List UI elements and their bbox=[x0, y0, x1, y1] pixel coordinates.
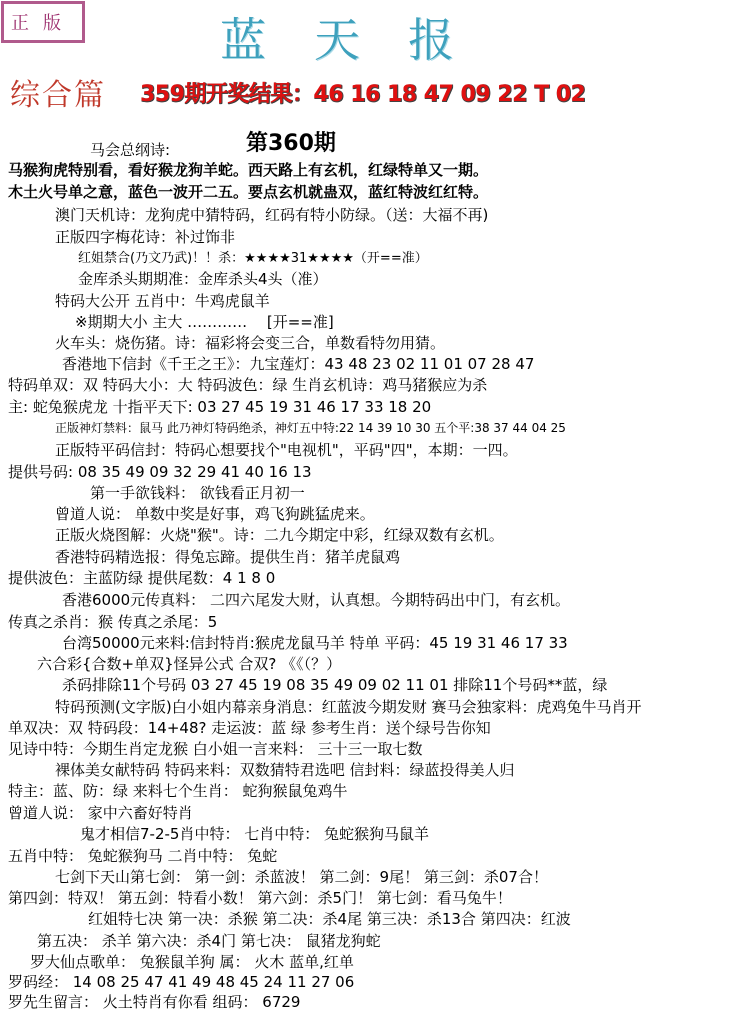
text-line: 五肖中特： 兔蛇猴狗马 二肖中特： 兔蛇 bbox=[8, 847, 278, 865]
text-line: 第四剑：特双！ 第五剑：特看小数！ 第六剑：杀5门！ 第七剑：看马兔牛！ bbox=[8, 889, 512, 907]
text-line: 单双决：双 特码段：14+48? 走运波：蓝 绿 参考生肖：送个绿号告你知 bbox=[8, 719, 491, 737]
paper-title: 蓝天报 bbox=[220, 13, 502, 67]
text-line: 马猴狗虎特别看，看好猴龙狗羊蛇。西天路上有玄机，红绿特单又一期。 bbox=[8, 161, 489, 179]
text-line: 提供号码: 08 35 49 09 32 29 41 40 16 13 bbox=[8, 463, 312, 481]
text-line: 金库杀头期期准：金库杀头4头（准） bbox=[78, 270, 328, 288]
text-line: 提供波色：主蓝防绿 提供尾数：4 1 8 0 bbox=[8, 569, 276, 587]
text-line: 红姐禁合(乃文乃武)！！杀：★★★★31★★★★（开==准） bbox=[78, 251, 428, 266]
draw-result-banner: 359期开奖结果：46 16 18 47 09 22 T 02 bbox=[140, 82, 586, 107]
text-line: 红姐特七决 第一决：杀猴 第二决：杀4尾 第三决：杀13合 第四决：红波 bbox=[88, 910, 571, 928]
text-line: 主: 蛇兔猴虎龙 十指平天下: 03 27 45 19 31 46 17 33 18 20 bbox=[8, 398, 432, 416]
text-line: 澳门天机诗：龙狗虎中猜特码，红码有特小防绿。（送：大福不再) bbox=[55, 206, 489, 224]
text-line: 第一手欲钱料： 欲钱看正月初一 bbox=[90, 484, 305, 502]
text-line: 马会总纲诗: bbox=[90, 141, 171, 159]
text-line: 传真之杀肖：猴 传真之杀尾：5 bbox=[8, 613, 218, 631]
text-line: 鬼才相信7-2-5肖中特： 七肖中特： 兔蛇猴狗马鼠羊 bbox=[80, 825, 429, 843]
text-line: 特主：蓝、防：绿 来料七个生肖： 蛇狗猴鼠兔鸡牛 bbox=[8, 782, 348, 800]
text-line: 香港地下信封《千王之王》：九宝莲灯：43 48 23 02 11 01 07 28 47 bbox=[62, 355, 535, 373]
text-line: 罗先生留言： 火土特肖有你看 组码： 6729 bbox=[8, 993, 301, 1011]
text-line: 罗码经： 14 08 25 47 41 49 48 45 24 11 27 06 bbox=[8, 973, 355, 991]
text-line: 香港特码精选报：得兔忘蹄。提供生肖：猪羊虎鼠鸡 bbox=[55, 548, 401, 566]
text-line: ※期期大小 主大 ………… [开==准] bbox=[75, 313, 334, 331]
text-line: 特码大公开 五肖中：牛鸡虎鼠羊 bbox=[55, 292, 270, 310]
text-line: 裸体美女献特码 特码来料：双数猜特君选吧 信封料：绿蓝投得美人归 bbox=[55, 761, 515, 779]
text-line: 六合彩{合数+单双}怪异公式 合双? 《《（？） bbox=[37, 655, 342, 673]
text-line: 第五决： 杀羊 第六决：杀4门 第七决： 鼠猪龙狗蛇 bbox=[37, 932, 381, 950]
text-line: 特码单双：双 特码大小：大 特码波色：绿 生肖玄机诗：鸡马猪猴应为杀 bbox=[8, 376, 488, 394]
text-line: 杀码排除11个号码 03 27 45 19 08 35 49 09 02 11 01 排除11个号码**蓝，绿 bbox=[62, 676, 608, 694]
text-line: 香港6000元传真料： 二四六尾发大财，认真想。今期特码出中门，有玄机。 bbox=[62, 591, 570, 609]
text-line: 正版特平码信封：特码心想要找个"电视机"，平码"四"，本期：一四。 bbox=[55, 441, 518, 459]
text-line: 曾道人说： 单数中奖是好事，鸡飞狗跳猛虎来。 bbox=[55, 505, 375, 523]
section-label: 综合篇 bbox=[10, 78, 106, 113]
text-line: 火车头：烧伤猪。诗：福彩将会变三合，单数看特勿用猜。 bbox=[55, 334, 446, 352]
text-line: 正版神灯禁料：鼠马 此乃神灯特码绝杀，神灯五中特:22 14 39 10 30 五个平:38 37 44 04 25 bbox=[55, 421, 566, 435]
issue-number: 第360期 bbox=[246, 131, 336, 156]
text-line: 木土火号单之意，蓝色一波开二五。要点玄机就蛊双，蓝红特波红红特。 bbox=[8, 183, 489, 201]
official-edition-badge: 正版 bbox=[1, 1, 85, 43]
text-line: 正版火烧图解：火烧"猴"。诗：二九今期定中彩，红绿双数有玄机。 bbox=[55, 526, 504, 544]
text-line: 罗大仙点歌单： 兔猴鼠羊狗 属： 火木 蓝单,红单 bbox=[30, 953, 354, 971]
text-line: 特码预测(文字版)白小姐内幕亲身消息：红蓝波今期发财 赛马会独家料：虎鸡兔牛马肖开 bbox=[55, 698, 642, 716]
text-line: 七剑下天山第七剑： 第一剑：杀蓝波！ 第二剑：9尾！ 第三剑：杀07合！ bbox=[55, 868, 548, 886]
text-line: 台湾50000元来料:信封特肖:猴虎龙鼠马羊 特单 平码：45 19 31 46 17 33 bbox=[62, 634, 568, 652]
text-line: 见诗中特：今期生肖定龙猴 白小姐一言来料： 三十三一取七数 bbox=[8, 740, 423, 758]
text-line: 曾道人说： 家中六畜好特肖 bbox=[8, 804, 193, 822]
text-line: 正版四字梅花诗：补过饰非 bbox=[55, 228, 236, 246]
